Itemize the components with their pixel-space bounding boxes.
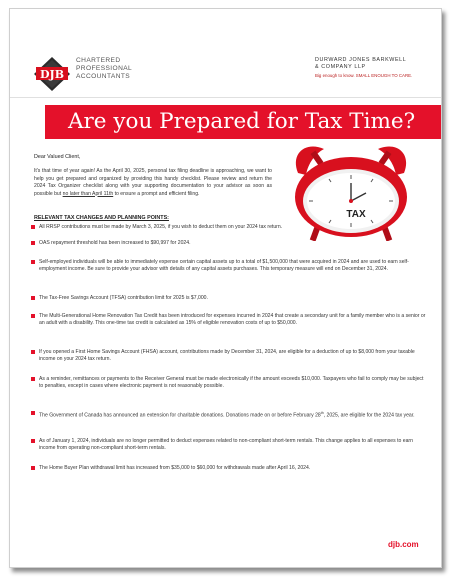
list-item — [31, 349, 426, 364]
list-item — [31, 376, 426, 391]
list-item — [31, 240, 426, 247]
list-item-text: The Home Buyer Plan withdrawal limit has increased from $35,000 to $60,000 for withdrawals made after April 16, 2024. — [39, 465, 311, 471]
djb-logo — [34, 57, 70, 91]
list-item — [31, 410, 426, 420]
list-item-text: As of January 1, 2024, individuals are no longer permitted to deduct expenses related to non-compliant short-term rentals. This change applies to all expenses to earn income from operating non-compliant short-term rentals. — [39, 438, 413, 452]
bullet-icon — [31, 314, 35, 318]
brand-block — [315, 57, 412, 78]
bullet-icon — [31, 411, 35, 415]
logo-text — [76, 57, 132, 81]
intro-paragraph — [34, 168, 272, 198]
intro-deadline: no later than April 11th — [62, 190, 114, 197]
ordinal-suffix: th — [320, 411, 324, 415]
bullet-icon — [31, 377, 35, 381]
brand-name-line2: & COMPANY LLP — [315, 64, 366, 70]
salutation: Dear Valued Client, — [34, 154, 81, 160]
logo-mark: DJB — [39, 68, 65, 81]
list-item — [31, 313, 426, 328]
section-title: RELEVANT TAX CHANGES AND PLANNING POINTS: — [34, 215, 169, 221]
list-item — [31, 259, 426, 274]
bullet-icon — [31, 241, 35, 245]
list-item-text: Self-employed individuals will be able to immediately expense certain capital assets up to a total of $1,500,000 that were acquired in 2024 and are used to earn self-employment income. Be sure to provide your advisor with details of any capital assets purchases. This temporary measure will end on December 31, 2024. — [39, 259, 409, 273]
list-item-text: OAS repayment threshold has been increased to $90,997 for 2024. — [39, 240, 191, 246]
list-item — [31, 465, 426, 472]
document-page — [9, 8, 442, 568]
list-item — [31, 295, 426, 302]
list-item-text: The Multi-Generational Home Renovation Tax Credit has been introduced for expenses incurred in 2024 that create a secondary unit for a family member who is a senior or an adult with a disability. This one-time tax credit is calculated as 15% of eligible renovation costs of up to $50,000. — [39, 313, 426, 327]
list-item-text — [39, 410, 426, 420]
list-item — [31, 438, 426, 453]
list-item — [31, 224, 426, 231]
intro-closing: to ensure a prompt and efficient filing. — [113, 190, 200, 197]
list-item-text: The Tax-Free Savings Account (TFSA) contribution limit for 2025 is $7,000. — [39, 295, 208, 301]
list-item-text: All RRSP contributions must be made by March 3, 2025, if you wish to deduct them on your 2024 tax return. — [39, 224, 283, 230]
bullet-icon — [31, 350, 35, 354]
logo-line: ACCOUNTANTS — [76, 73, 131, 80]
page-title: Are you Prepared for Tax Time? — [68, 109, 416, 134]
footer-url[interactable]: djb.com — [388, 540, 419, 549]
list-item-text: As a reminder, remittances or payments to the Receiver General must be made electronically if the amount exceeds $10,000. Taxpayers who fail to comply may be subject to penalties, except in cases where electronic payment is not reasonably possible. — [39, 376, 424, 390]
bullet-icon — [31, 439, 35, 443]
intro-body: It's that time of year again! As the April 30, 2025, personal tax filing deadline is approaching, we want to help you get prepared and organized by providing this handy checklist. Please review and return the 2024 Tax Organizer checklist along with your supporting documentation to your advisor as soon as possible but — [34, 168, 272, 197]
list-item-text-part: The Government of Canada has announced an extension for charitable donations. Donations made on or before February 28 — [39, 412, 321, 419]
logo-line: PROFESSIONAL — [76, 65, 133, 72]
header-divider — [10, 97, 441, 98]
bullet-icon — [31, 225, 35, 229]
bullet-icon — [31, 466, 35, 470]
logo-line: CHARTERED — [76, 57, 121, 64]
bullet-icon — [31, 260, 35, 264]
bullet-icon — [31, 296, 35, 300]
brand-name-line1: DURWARD JONES BARKWELL — [315, 57, 407, 63]
list-item-text: If you opened a First Home Savings Account (FHSA) account, contributions made by December 31, 2024, are eligible for a deduction of up to $8,000 from your taxable income on your 2024 tax return. — [39, 349, 415, 363]
brand-tagline: Big enough to know. SMALL ENOUGH TO CARE. — [315, 73, 413, 78]
list-item-text-part: , 2025, are eligible for the 2024 tax year. — [323, 412, 415, 419]
clock-label: TAX — [346, 209, 366, 220]
